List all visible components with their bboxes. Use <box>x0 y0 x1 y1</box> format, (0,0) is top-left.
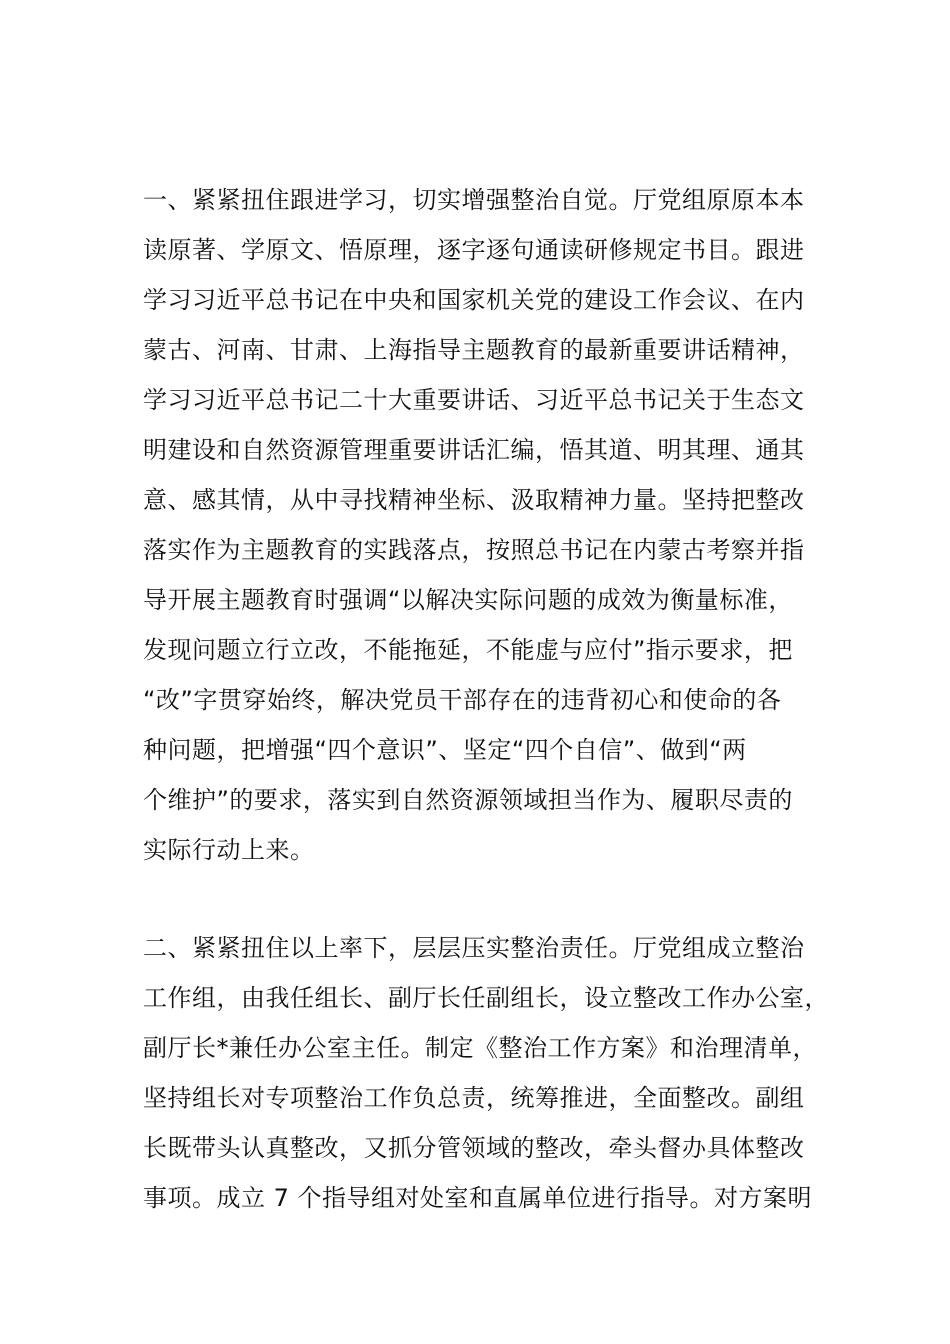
text-line: 明建设和自然资源管理重要讲话汇编，悟其道、明其理、通其 <box>143 436 805 464</box>
text-line: 副厅长*兼任办公室主任。制定《整治工作方案》和治理清单， <box>143 1034 817 1062</box>
text-line: 蒙古、河南、甘肃、上海指导主题教育的最新重要讲话精神， <box>143 336 805 364</box>
text-line: 工作组，由我任组长、副厅长任副组长，设立整改工作办公室， <box>143 984 829 1012</box>
text-line: 个维护”的要求，落实到自然资源领域担当作为、履职尽责的 <box>143 786 793 814</box>
text-line: 事项。成立 7 个指导组对处室和直属单位进行指导。对方案明 <box>143 1184 813 1212</box>
text-line: 坚持组长对专项整治工作负总责，统筹推进，全面整改。副组 <box>143 1084 805 1112</box>
text-line: 二、紧紧扭住以上率下，层层压实整治责任。厅党组成立整治 <box>143 934 805 962</box>
text-line: 导开展主题教育时强调“以解决实际问题的成效为衡量标准， <box>143 586 793 614</box>
text-line: 学习习近平总书记在中央和国家机关党的建设工作会议、在内 <box>143 286 805 314</box>
text-line: “改”字贯穿始终，解决党员干部存在的违背初心和使命的各 <box>143 686 782 714</box>
text-line: 落实作为主题教育的实践落点，按照总书记在内蒙古考察并指 <box>143 536 805 564</box>
text-line: 意、感其情，从中寻找精神坐标、汲取精神力量。坚持把整改 <box>143 486 805 514</box>
text-line: 长既带头认真整改，又抓分管领域的整改，牵头督办具体整改 <box>143 1134 805 1162</box>
text-line: 读原著、学原文、悟原理，逐字逐句通读研修规定书目。跟进 <box>143 236 805 264</box>
text-line: 一、紧紧扭住跟进学习，切实增强整治自觉。厅党组原原本本 <box>143 186 805 214</box>
text-line: 种问题，把增强“四个意识”、坚定“四个自信”、做到“两 <box>143 736 747 764</box>
text-line: 发现问题立行立改，不能拖延，不能虚与应付”指示要求，把 <box>143 636 793 664</box>
text-line: 实际行动上来。 <box>143 836 315 864</box>
text-line: 学习习近平总书记二十大重要讲话、习近平总书记关于生态文 <box>143 386 805 414</box>
